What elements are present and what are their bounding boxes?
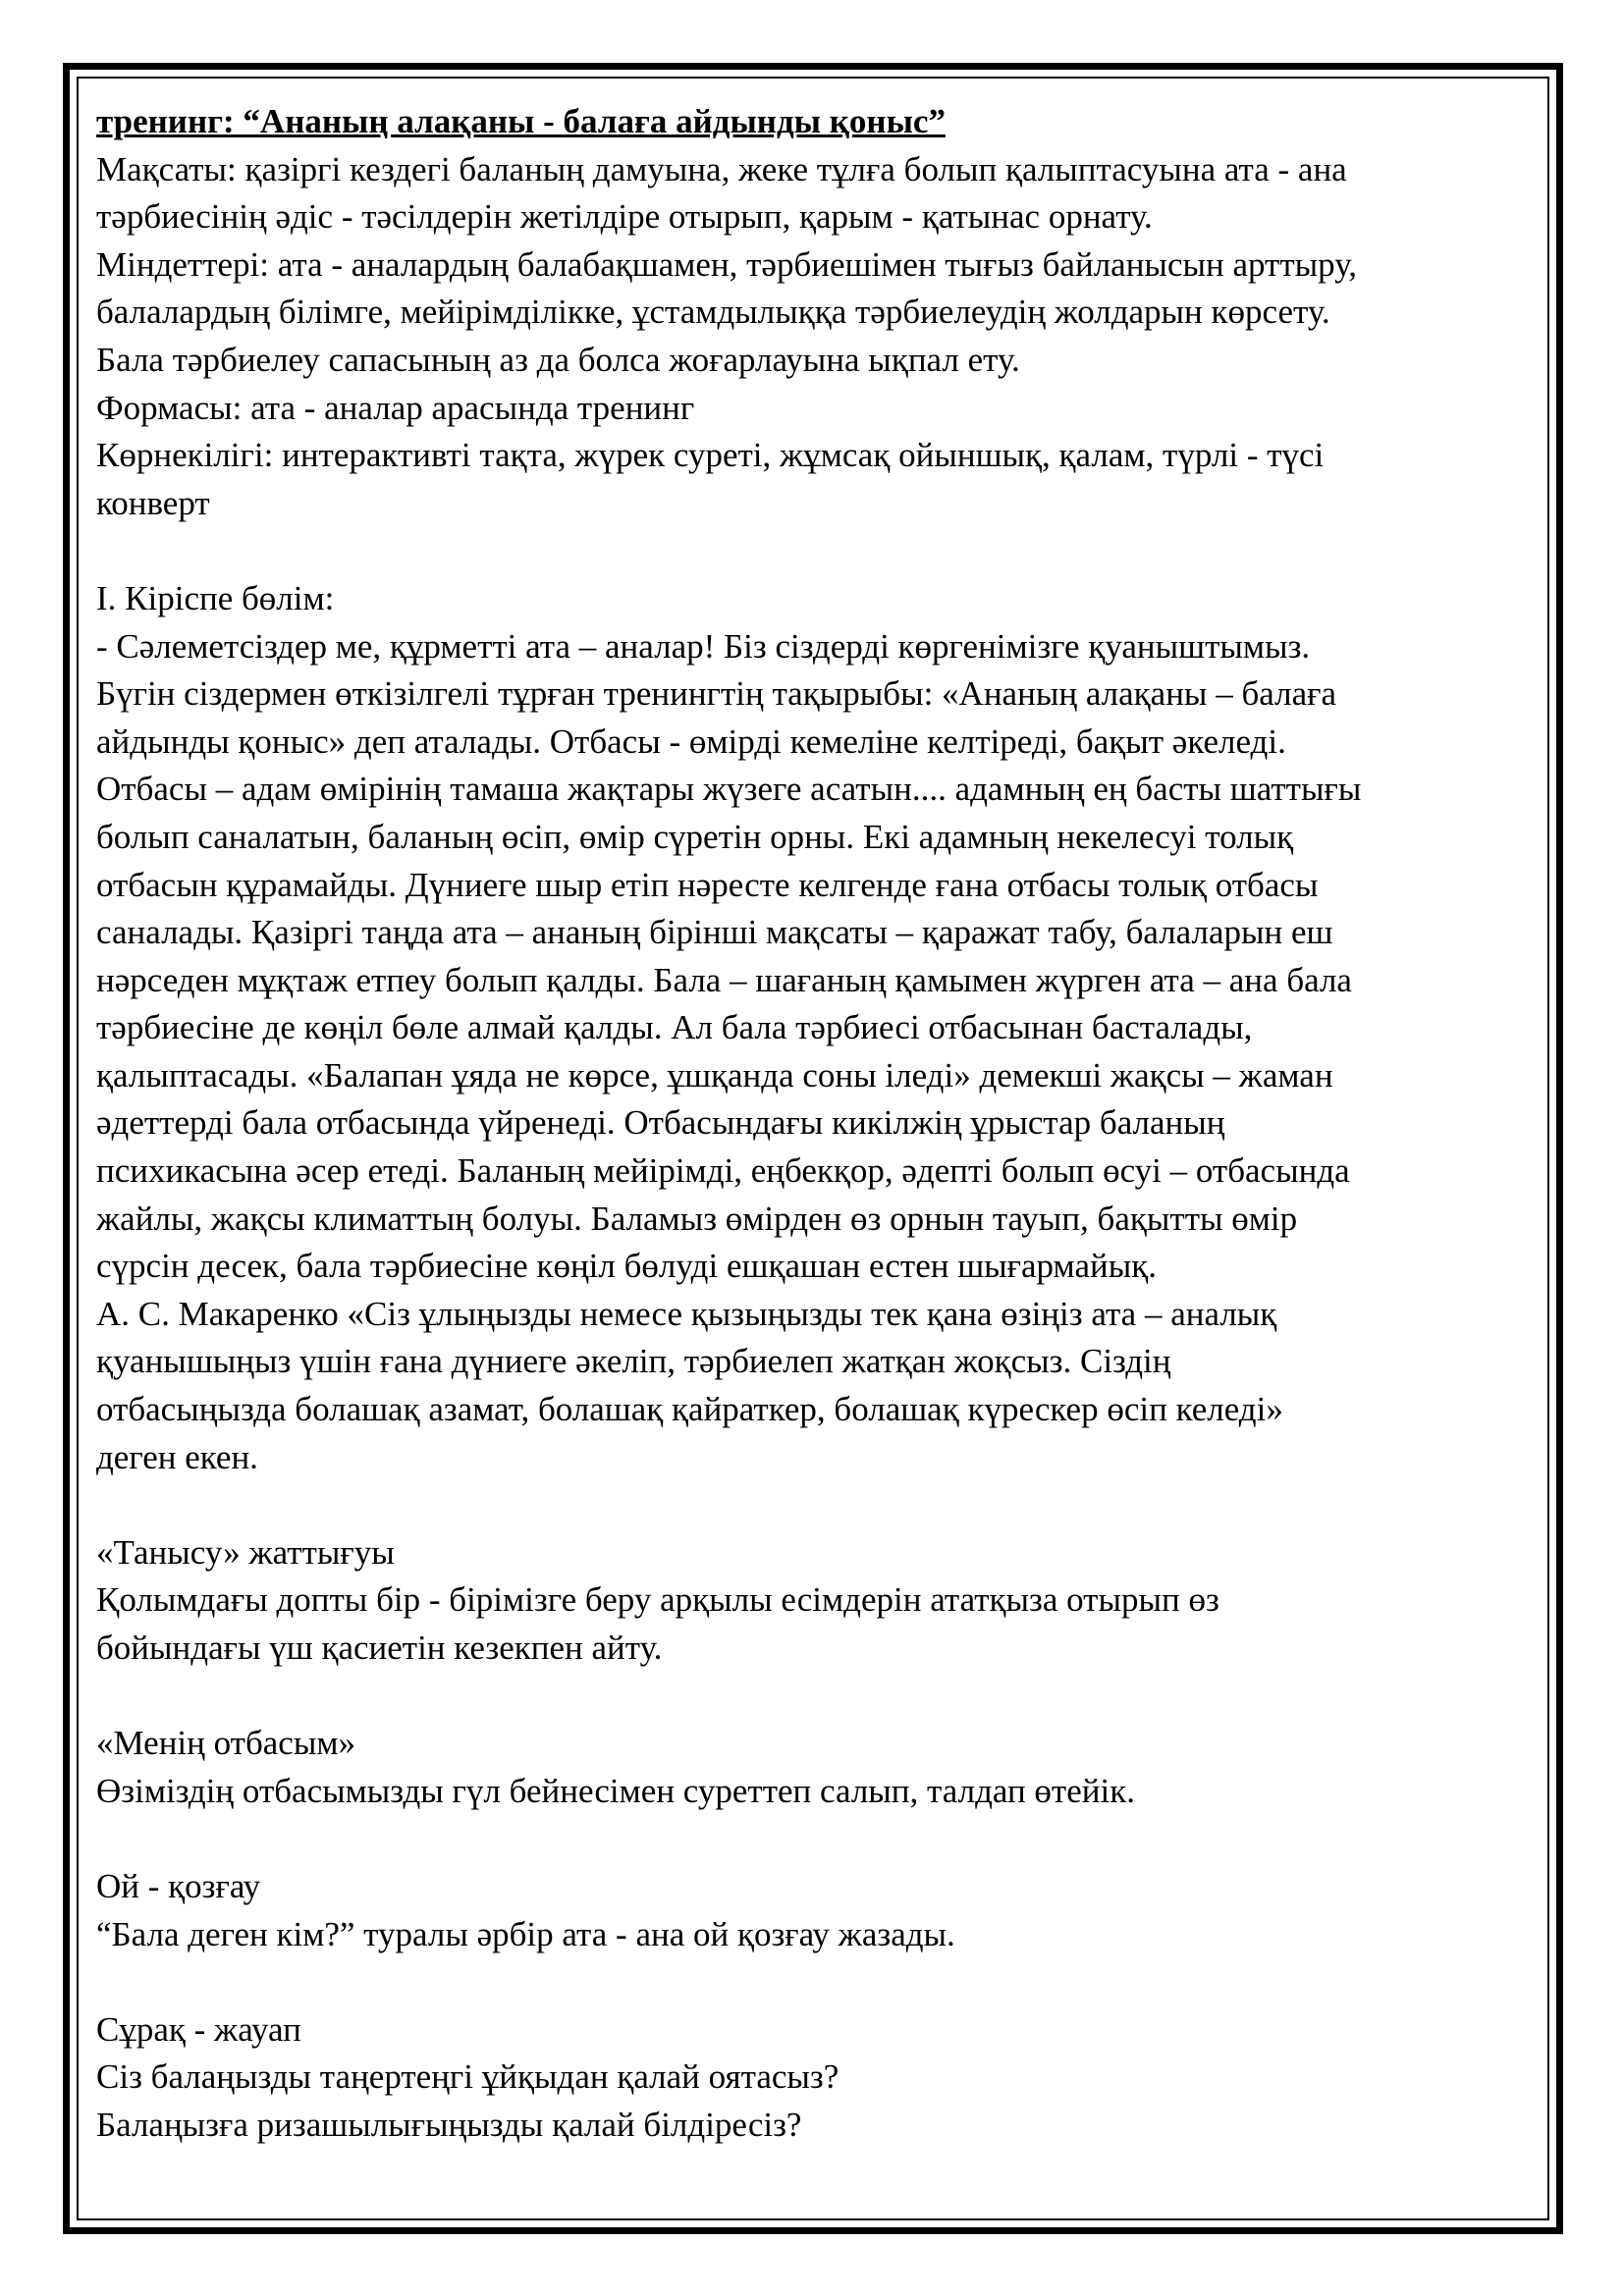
text-line: - Сәлеметсіздер ме, құрметті ата – аналар! Біз сіздерді көргенімізге қуаныштымыз.: [96, 626, 1311, 666]
text-line: Формасы: ата - аналар арасында тренинг: [96, 388, 695, 427]
text-line: Бүгін сіздермен өткізілгелі тұрған тренингтің тақырыбы: «Ананың алақаны – балаға: [96, 674, 1336, 714]
section-heading: І. Кіріспе бөлім:: [96, 578, 335, 617]
text-line: Сіз балаңызды таңертеңгі ұйқыдан қалай оятасыз?: [96, 2057, 839, 2097]
text-line: болып саналатын, баланың өсіп, өмір сүретін орны. Екі адамның некелесуі толық: [96, 817, 1294, 856]
text-line: тәрбиесінің әдіс - тәсілдерін жетілдіре отырып, қарым - қатынас орнату.: [96, 197, 1153, 237]
paragraph-gap: [96, 1673, 1532, 1721]
text-line: Көрнекілігі: интерактивті тақта, жүрек суреті, жұмсақ ойыншық, қалам, түрлі - түсі: [96, 436, 1325, 475]
section-heading: «Танысу» жаттығуы: [96, 1532, 395, 1572]
section-heading: «Менің отбасым»: [96, 1724, 356, 1763]
text-line: отбасыңызда болашақ азамат, болашақ қайраткер, болашақ күрескер өсіп келеді»: [96, 1390, 1283, 1429]
text-line: А. С. Макаренко «Сіз ұлыңызды немесе қызыңызды тек қана өзіңіз ата – аналық: [96, 1294, 1277, 1333]
text-line: Отбасы – адам өмірінің тамаша жақтары жүзеге асатын.... адамның ең басты шаттығы: [96, 770, 1362, 809]
paragraph-gap: [96, 1815, 1532, 1863]
section-questions-answers: [96, 2006, 1532, 2150]
text-line: жайлы, жақсы климаттың болуы. Баламыз өмірден өз орнын тауып, бақытты өмір: [96, 1199, 1298, 1238]
paragraph-gap: [96, 527, 1532, 575]
section-heading: Ой - қозғау: [96, 1866, 261, 1905]
text-line: Өзіміздің отбасымызды гүл бейнесімен суреттеп салып, талдап өтейік.: [96, 1771, 1135, 1810]
text-line: бойындағы үш қасиетін кезекпен айту.: [96, 1629, 663, 1667]
section-heading: Сұрақ - жауап: [96, 2009, 301, 2049]
paragraph-gap: [96, 1481, 1532, 1529]
paragraph-gap: [96, 1958, 1532, 2006]
text-line: психикасына әсер етеді. Баланың мейірімді, еңбекқор, әдепті болып өсуі – отбасында: [96, 1151, 1350, 1191]
text-line: Балаңызға ризашылығыңызды қалай білдіресіз?: [96, 2105, 802, 2144]
section-introduction: [96, 575, 1532, 1481]
text-line: Міндеттері: ата - аналардың балабақшамен, тәрбиешімен тығыз байланысын арттыру,: [96, 244, 1357, 284]
text-line: саналады. Қазіргі таңда ата – ананың бірінші мақсаты – қаражат табу, балаларын еш: [96, 913, 1333, 952]
text-line: “Бала деген кім?” туралы әрбір ата - ана ой қозғау жазады.: [96, 1914, 955, 1953]
text-line: қуанышыңыз үшін ғана дүниеге әкеліп, тәрбиелеп жатқан жоқсыз. Сіздің: [96, 1342, 1171, 1381]
intro-block: [96, 146, 1532, 528]
text-line: балалардың білімге, мейірімділікке, ұстамдылыққа тәрбиелеудің жолдарын көрсету.: [96, 293, 1330, 332]
text-line: әдеттерді бала отбасында үйренеді. Отбасындағы кикілжің ұрыстар баланың: [96, 1103, 1225, 1143]
text-line: қалыптасады. «Балапан ұяда не көрсе, ұшқанда соны іледі» демекші жақсы – жаман: [96, 1055, 1333, 1095]
text-line: тәрбиесіне де көңіл бөле алмай қалды. Ал бала тәрбиесі отбасынан басталады,: [96, 1008, 1253, 1047]
text-line: сүрсін десек, бала тәрбиесіне көңіл бөлуді ешқашан естен шығармайық.: [96, 1247, 1157, 1286]
section-acquaintance-exercise: [96, 1529, 1532, 1673]
text-line: айдынды қоныс» деп аталады. Отбасы - өмірді кемеліне келтіреді, бақыт әкеледі.: [96, 721, 1286, 761]
text-line: деген екен.: [96, 1437, 258, 1476]
text-line: конверт: [96, 483, 210, 522]
text-line: нәрседен мұқтаж етпеу болып қалды. Бала – шағаның қамымен жүрген ата – ана бала: [96, 960, 1352, 999]
section-my-family: [96, 1720, 1532, 1815]
text-line: Мақсаты: қазіргі кездегі баланың дамуына, жеке тұлға болып қалыптасуына ата - ана: [96, 149, 1347, 188]
document-title: тренинг: “Ананың алақаны - балаға айдынды қоныс”: [96, 102, 946, 140]
document-body: [96, 98, 1532, 2150]
text-line: Бала тәрбиелеу сапасының аз да болса жоғарлауына ықпал ету.: [96, 340, 1020, 379]
section-brainstorm: [96, 1863, 1532, 1958]
text-line: отбасын құрамайды. Дүниеге шыр етіп нәресте келгенде ғана отбасы толық отбасы: [96, 865, 1319, 904]
text-line: Қолымдағы допты бір - бірімізге беру арқылы есімдерін ататқыза отырып өз: [96, 1580, 1219, 1620]
